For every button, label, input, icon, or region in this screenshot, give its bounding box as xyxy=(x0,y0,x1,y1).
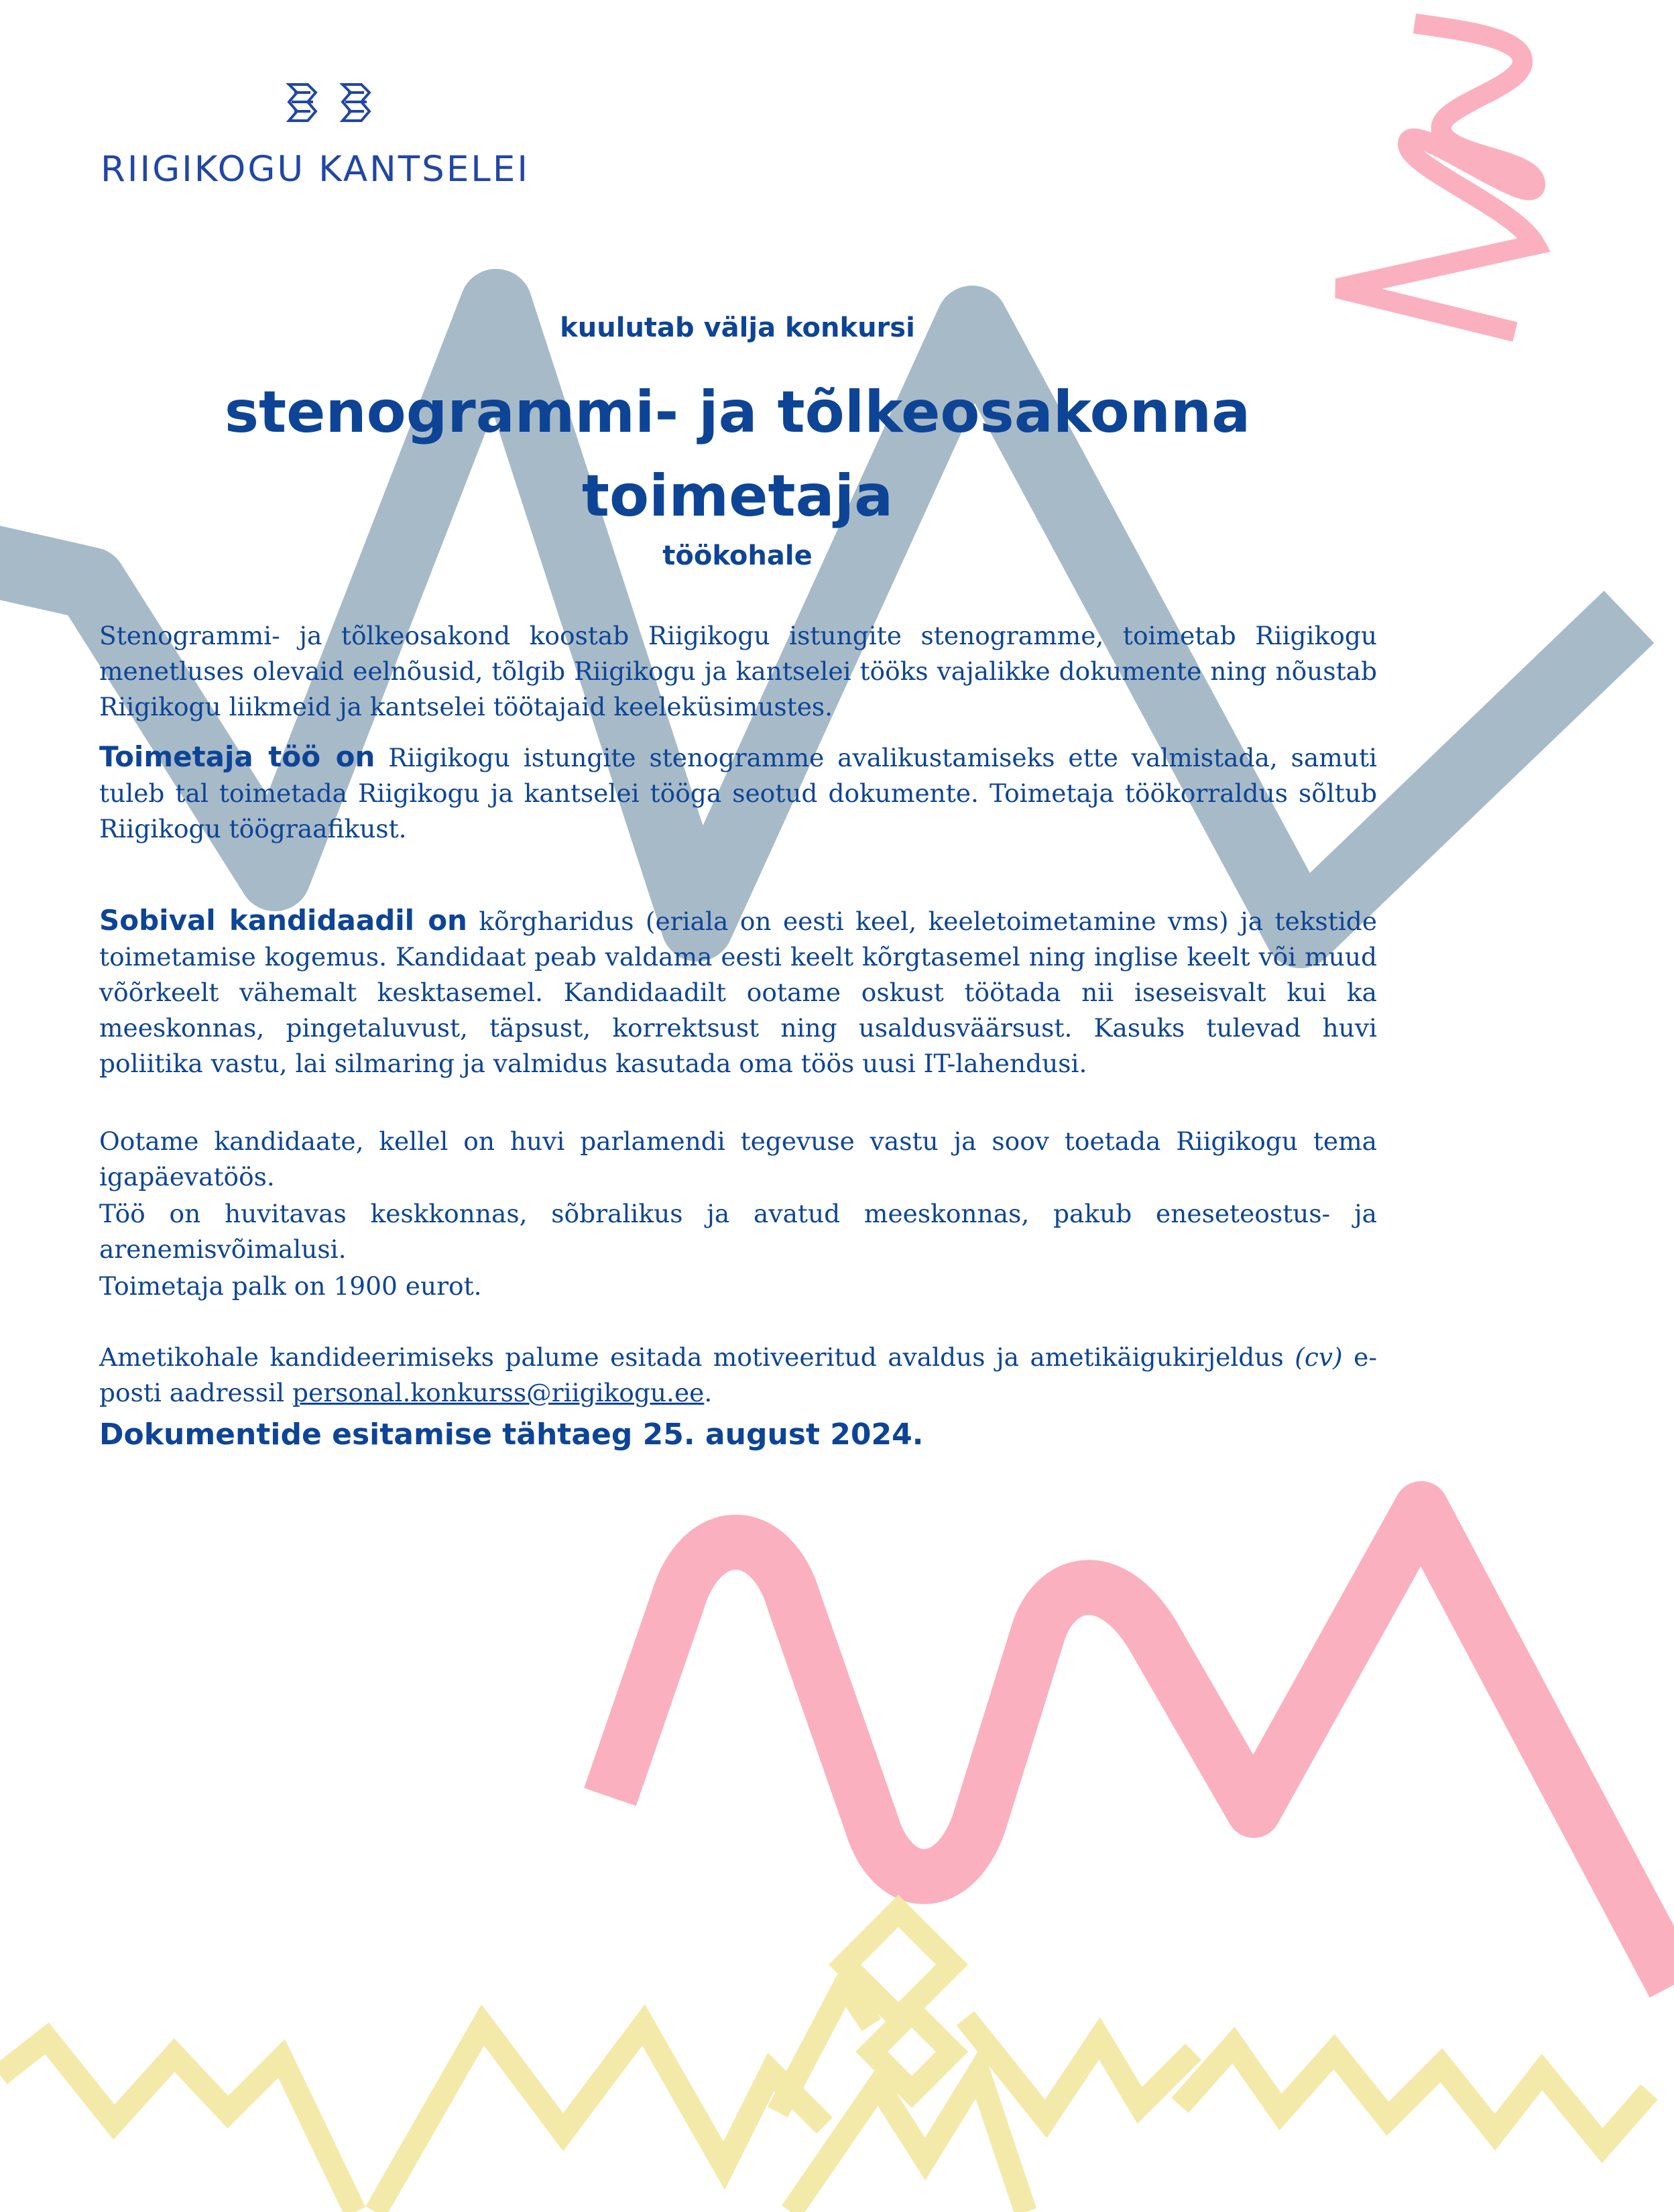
position-word: töökohale xyxy=(662,540,813,571)
intro-paragraph: Stenogrammi- ja tõlkeosakond koostab Riigikogu istungite stenogramme, toimetab Riigikogu menetluses olevaid eelnõusid, tõlgib Riigikogu ja kantselei tööks vajalikke dokumente ning nõustab Riigikogu liikmeid ja kantselei töötajaid keeleküsimustes. xyxy=(99,621,1377,721)
email-link[interactable]: personal.konkurss@riigikogu.ee xyxy=(292,1378,705,1407)
expect-paragraph: Ootame kandidaate, kellel on huvi parlamendi tegevuse vastu ja soov toetada Riigikogu tema igapäevatöös. xyxy=(99,1126,1377,1191)
logo-text: RIIGIKOGU KANTSELEI xyxy=(101,149,530,190)
announcement-line: kuulutab välja konkursi xyxy=(560,312,915,343)
riigikogu-logo-icon xyxy=(285,79,392,130)
environment-paragraph: Töö on huvitavas keskkonnas, sõbralikus ja avatud meeskonnas, pakub eneseteostus- ja arenemisvõimalusi. xyxy=(99,1199,1377,1264)
job-lead: Toimetaja töö on xyxy=(99,740,375,773)
pink-wave-bottom xyxy=(610,1509,1674,1985)
job-paragraph xyxy=(99,739,1377,847)
candidate-paragraph xyxy=(99,903,1377,1082)
apply-end: . xyxy=(704,1378,713,1407)
candidate-text: kõrgharidus (eriala on eesti keel, keeletoimetamine vms) ja tekstide toimetamise kogemus. Kandidaat peab valdama eesti keelt kõrgtasemel ning inglise keelt või muud võõrkeelt vähemalt kesktasemel. Kandidaadilt ootame oskust töötada nii iseseisvalt kui ka meeskonnas, pingetaluvust, täpsust, korrektsust ning usaldusväärsust. Kasuks tulevad huvi poliitika vastu, lai silmaring ja valmidus kasutada oma töös uusi IT-lahendusi. xyxy=(99,907,1378,1078)
job-text: Riigikogu istungite stenogramme avalikustamiseks ette valmistada, samuti tuleb tal toimetada Riigikogu ja kantselei tööga seotud dokumente. Toimetaja töökorraldus sõltub Riigikogu töögraafikust. xyxy=(99,743,1378,843)
apply-paragraph xyxy=(99,1340,1377,1411)
candidate-lead: Sobival kandidaadil on xyxy=(99,904,467,937)
page-title xyxy=(0,371,1475,538)
title-line-2: toimetaja xyxy=(581,463,894,530)
yellow-bottom-pattern xyxy=(0,1911,1649,2212)
title-line-1: stenogrammi- ja tõlkeosakonna xyxy=(224,379,1251,446)
apply-cv: (cv) xyxy=(1295,1342,1343,1372)
pink-squiggle-top xyxy=(1337,23,1535,332)
apply-text-2: e-posti aadressil xyxy=(99,1342,1377,1407)
salary-paragraph: Toimetaja palk on 1900 eurot. xyxy=(99,1271,482,1301)
apply-text: Ametikohale kandideerimiseks palume esitada motiveeritud avaldus ja ametikäigukirjeldus xyxy=(99,1342,1284,1372)
deadline-text: Dokumentide esitamise tähtaeg 25. august 2024. xyxy=(99,1417,924,1452)
